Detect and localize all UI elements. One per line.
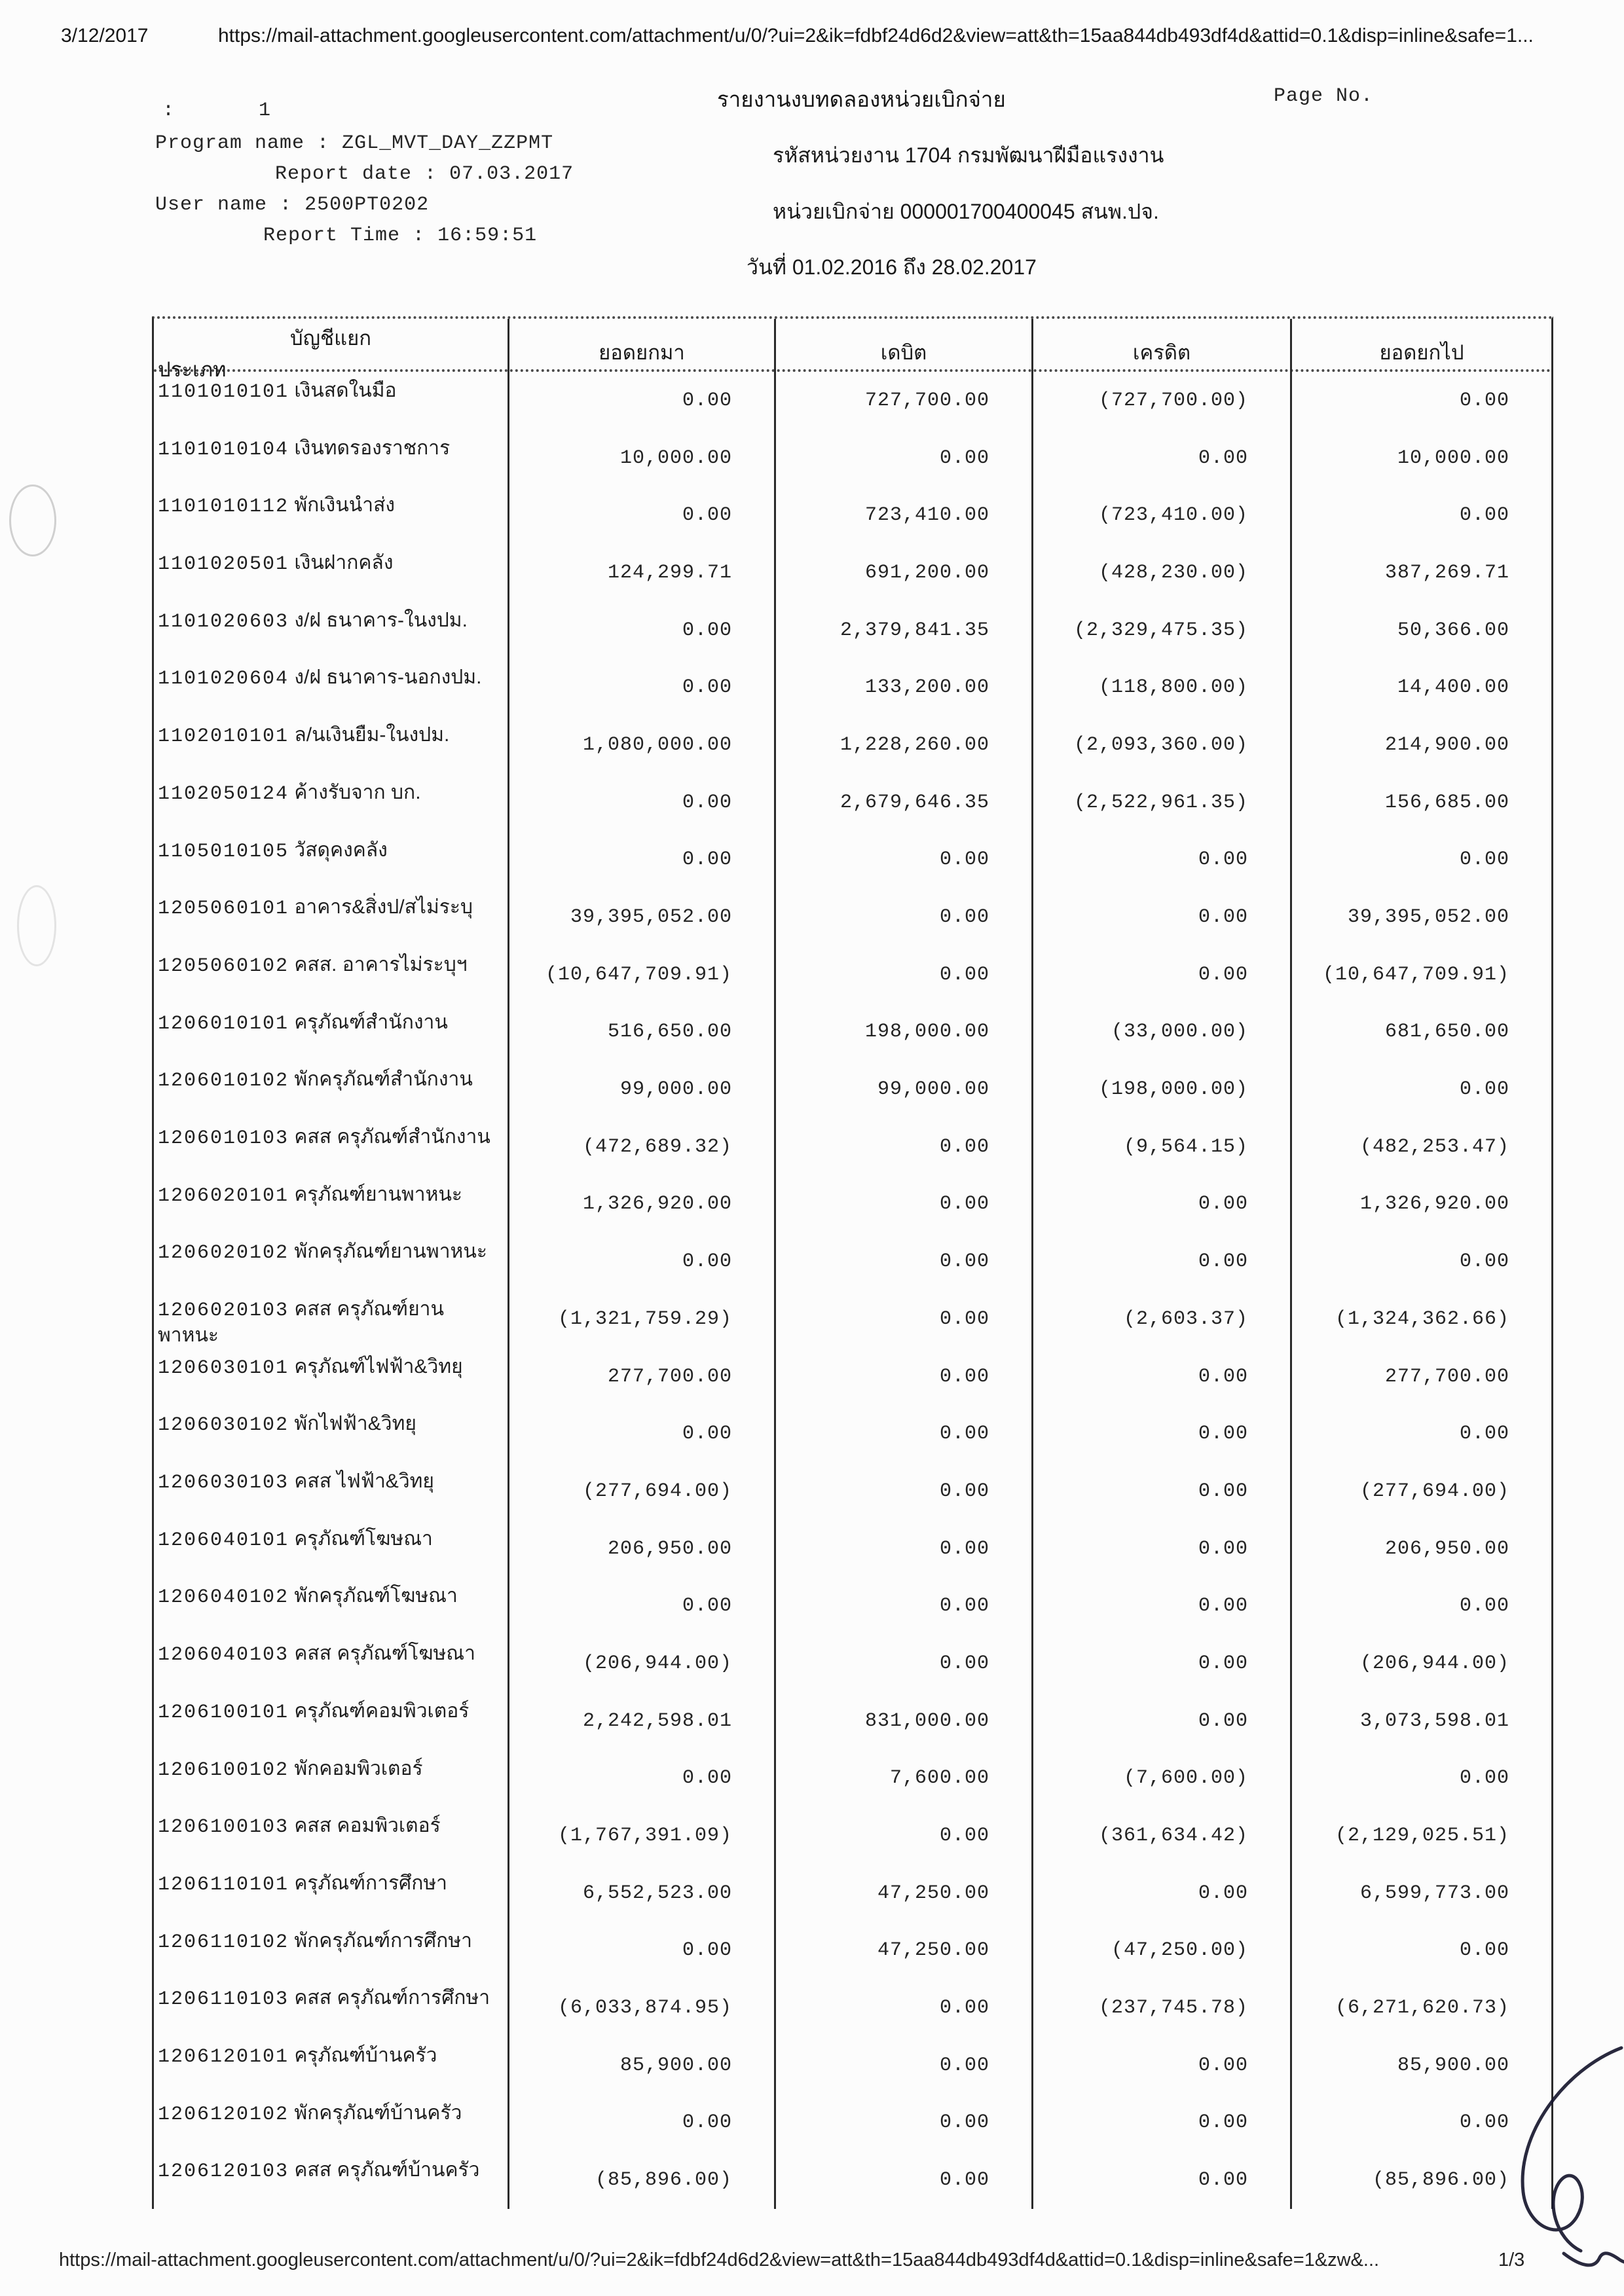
amount-brought-forward: 516,650.00	[507, 1004, 774, 1061]
amount-debit: 133,200.00	[774, 659, 1031, 716]
account-code: 1101010101	[158, 381, 289, 403]
account-cell	[154, 2151, 507, 2209]
table-row	[154, 946, 1551, 1004]
amount-debit: 99,000.00	[774, 1061, 1031, 1118]
account-name: ง/ฝ ธนาคาร-ในงปม.	[289, 609, 468, 631]
amount-debit: 0.00	[774, 831, 1031, 889]
amount-brought-forward: (85,896.00)	[507, 2151, 774, 2209]
amount-brought-forward: 0.00	[507, 1750, 774, 1808]
header-credit: เครดิต	[1031, 319, 1290, 386]
amount-carried-forward: 0.00	[1290, 2094, 1551, 2152]
amount-brought-forward: 124,299.71	[507, 544, 774, 602]
amount-credit: 0.00	[1031, 2151, 1290, 2209]
program-name-value: ZGL_MVT_DAY_ZZPMT	[342, 132, 554, 155]
table-row	[154, 1692, 1551, 1750]
account-name: คสส. อาคารไม่ระบุฯ	[289, 953, 468, 975]
account-name: อาคาร&สิ่งป/สไม่ระบุ	[289, 896, 473, 919]
table-row	[154, 1750, 1551, 1808]
account-name: พักครุภัณฑ์ยานพาหนะ	[289, 1241, 487, 1263]
account-name: ค้างรับจาก บก.	[289, 781, 421, 803]
account-code: 1206040103	[158, 1644, 289, 1667]
table-row	[154, 1635, 1551, 1692]
amount-credit: 0.00	[1031, 1520, 1290, 1578]
page-no-label: Page No.	[1274, 85, 1374, 107]
amount-debit: 0.00	[774, 1577, 1031, 1635]
page-number-value: 1	[259, 100, 272, 122]
table-row	[154, 1176, 1551, 1233]
amount-brought-forward: 0.00	[507, 1233, 774, 1290]
amount-credit: 0.00	[1031, 1635, 1290, 1692]
page-number-line	[162, 100, 271, 122]
amount-carried-forward: 0.00	[1290, 372, 1551, 429]
table-row	[154, 1290, 1551, 1348]
amount-debit: 0.00	[774, 888, 1031, 946]
account-name: วัสดุคงคลัง	[289, 839, 388, 861]
header-carried-forward: ยอดยกไป	[1290, 319, 1551, 386]
amount-debit: 47,250.00	[774, 1922, 1031, 1980]
amount-debit: 0.00	[774, 1807, 1031, 1865]
amount-brought-forward: 1,326,920.00	[507, 1176, 774, 1233]
scan-artifact-circle	[9, 484, 56, 556]
report-date-line	[275, 163, 574, 185]
amount-credit: (2,603.37)	[1031, 1290, 1290, 1348]
account-cell	[154, 1348, 507, 1406]
amount-brought-forward: 277,700.00	[507, 1348, 774, 1406]
account-cell	[154, 2037, 507, 2094]
amount-brought-forward: (6,033,874.95)	[507, 1979, 774, 2037]
amount-carried-forward: (10,647,709.91)	[1290, 946, 1551, 1004]
account-name: ครุภัณฑ์ยานพาหนะ	[289, 1183, 463, 1205]
account-cell	[154, 1004, 507, 1061]
account-name: พักครุภัณฑ์บ้านครัว	[289, 2102, 462, 2124]
amount-credit: (9,564.15)	[1031, 1118, 1290, 1176]
amount-debit: 727,700.00	[774, 372, 1031, 429]
amount-credit: 0.00	[1031, 831, 1290, 889]
account-cell	[154, 831, 507, 889]
account-code: 1206020103	[158, 1300, 289, 1322]
amount-debit: 0.00	[774, 1635, 1031, 1692]
amount-credit: (2,329,475.35)	[1031, 602, 1290, 659]
account-cell	[154, 946, 507, 1004]
account-name: เงินฝากคลัง	[289, 552, 394, 574]
table-row	[154, 486, 1551, 544]
amount-credit: 0.00	[1031, 1348, 1290, 1406]
amount-carried-forward: (1,324,362.66)	[1290, 1290, 1551, 1348]
amount-credit: (361,634.42)	[1031, 1807, 1290, 1865]
amount-brought-forward: 1,080,000.00	[507, 716, 774, 774]
amount-debit: 0.00	[774, 1520, 1031, 1578]
table-row	[154, 1463, 1551, 1520]
amount-credit: 0.00	[1031, 2094, 1290, 2152]
account-code: 1206030101	[158, 1357, 289, 1379]
amount-brought-forward: (1,767,391.09)	[507, 1807, 774, 1865]
amount-brought-forward: (472,689.32)	[507, 1118, 774, 1176]
amount-brought-forward: 0.00	[507, 1922, 774, 1980]
report-time-line	[263, 225, 537, 247]
table-row	[154, 1405, 1551, 1463]
report-time-label: Report Time :	[263, 225, 426, 247]
page-number-colon: :	[162, 100, 175, 122]
amount-carried-forward: 1,326,920.00	[1290, 1176, 1551, 1233]
table-row	[154, 2151, 1551, 2209]
amount-debit: 0.00	[774, 1348, 1031, 1406]
account-code: 1206020101	[158, 1184, 289, 1207]
account-name: ครุภัณฑ์การศึกษา	[289, 1872, 448, 1894]
account-name: ครุภัณฑ์โฆษณา	[289, 1527, 433, 1550]
signature-mark	[1466, 2023, 1624, 2285]
account-cell	[154, 372, 507, 429]
account-code: 1206120101	[158, 2045, 289, 2068]
account-code: 1206010101	[158, 1012, 289, 1035]
account-name: เงินสดในมือ	[289, 380, 397, 401]
amount-debit: 691,200.00	[774, 544, 1031, 602]
account-cell	[154, 1290, 507, 1348]
amount-credit: (47,250.00)	[1031, 1922, 1290, 1980]
amount-credit: (7,600.00)	[1031, 1750, 1290, 1808]
amount-credit: (33,000.00)	[1031, 1004, 1290, 1061]
amount-carried-forward: 3,073,598.01	[1290, 1692, 1551, 1750]
amount-carried-forward: 206,950.00	[1290, 1520, 1551, 1578]
amount-credit: 0.00	[1031, 946, 1290, 1004]
table-row	[154, 1979, 1551, 2037]
table-body	[154, 372, 1551, 2209]
account-name: ล/นเงินยืม-ในงปม.	[289, 724, 450, 746]
account-cell	[154, 2094, 507, 2152]
table-row	[154, 774, 1551, 831]
account-code: 1206040102	[158, 1586, 289, 1609]
amount-debit: 2,679,646.35	[774, 774, 1031, 831]
table-row	[154, 1922, 1551, 1980]
account-code: 1101010104	[158, 438, 289, 461]
amount-credit: (198,000.00)	[1031, 1061, 1290, 1118]
account-cell	[154, 1176, 507, 1233]
amount-credit: (2,093,360.00)	[1031, 716, 1290, 774]
table-row	[154, 1865, 1551, 1922]
amount-debit: 1,228,260.00	[774, 716, 1031, 774]
account-name: คสส ครุภัณฑ์ยานพาหนะ	[158, 1298, 445, 1346]
amount-carried-forward: 6,599,773.00	[1290, 1865, 1551, 1922]
amount-brought-forward: 0.00	[507, 1405, 774, 1463]
account-name: คสส คอมพิวเตอร์	[289, 1815, 441, 1837]
amount-brought-forward: 206,950.00	[507, 1520, 774, 1578]
amount-brought-forward: 2,242,598.01	[507, 1692, 774, 1750]
report-title: รายงานงบทดลองหน่วยเบิกจ่าย	[717, 87, 1006, 111]
table-row	[154, 1577, 1551, 1635]
account-code: 1206030103	[158, 1472, 289, 1495]
amount-credit: 0.00	[1031, 888, 1290, 946]
account-cell	[154, 429, 507, 487]
account-code: 1206110101	[158, 1873, 289, 1896]
amount-debit: 0.00	[774, 1290, 1031, 1348]
account-name: พักไฟฟ้า&วิทยุ	[289, 1413, 416, 1435]
table-row	[154, 544, 1551, 602]
amount-carried-forward: 14,400.00	[1290, 659, 1551, 716]
account-cell	[154, 1463, 507, 1520]
account-cell	[154, 774, 507, 831]
account-cell	[154, 1865, 507, 1922]
date-range-line: วันที่ 01.02.2016 ถึง 28.02.2017	[747, 255, 1037, 279]
amount-carried-forward: 0.00	[1290, 486, 1551, 544]
amount-brought-forward: 0.00	[507, 602, 774, 659]
amount-debit: 0.00	[774, 1979, 1031, 2037]
account-code: 1102050124	[158, 782, 289, 805]
print-footer-page-count: 1/3	[1498, 2250, 1525, 2270]
table-row	[154, 659, 1551, 716]
scan-artifact-circle	[17, 885, 56, 966]
account-name: ครุภัณฑ์บ้านครัว	[289, 2044, 437, 2066]
amount-credit: 0.00	[1031, 1692, 1290, 1750]
amount-debit: 0.00	[774, 2151, 1031, 2209]
amount-debit: 0.00	[774, 2037, 1031, 2094]
header-debit: เดบิต	[774, 319, 1031, 386]
user-name-line	[155, 194, 429, 216]
amount-credit: 0.00	[1031, 1405, 1290, 1463]
account-code: 1206010103	[158, 1127, 289, 1150]
amount-credit: 0.00	[1031, 1233, 1290, 1290]
disbursement-unit-line: หน่วยเบิกจ่าย 000001700400045 สนพ.ปจ.	[773, 200, 1159, 223]
account-cell	[154, 1405, 507, 1463]
account-code: 1205060101	[158, 898, 289, 920]
account-name: ครุภัณฑ์สำนักงาน	[289, 1011, 448, 1033]
account-name: พักเงินนำส่ง	[289, 494, 396, 517]
amount-debit: 723,410.00	[774, 486, 1031, 544]
amount-brought-forward: 6,552,523.00	[507, 1865, 774, 1922]
account-code: 1206100103	[158, 1816, 289, 1839]
account-cell	[154, 602, 507, 659]
amount-credit: 0.00	[1031, 1463, 1290, 1520]
header-brought-forward: ยอดยกมา	[507, 319, 774, 386]
account-name: พักคอมพิวเตอร์	[289, 1757, 423, 1779]
table-row	[154, 1233, 1551, 1290]
amount-carried-forward: (85,896.00)	[1290, 2151, 1551, 2209]
amount-brought-forward: (277,694.00)	[507, 1463, 774, 1520]
report-date-label: Report date :	[275, 163, 437, 185]
amount-debit: 2,379,841.35	[774, 602, 1031, 659]
account-cell	[154, 888, 507, 946]
amount-carried-forward: 10,000.00	[1290, 429, 1551, 487]
amount-credit: (2,522,961.35)	[1031, 774, 1290, 831]
account-cell	[154, 1807, 507, 1865]
amount-credit: (727,700.00)	[1031, 372, 1290, 429]
amount-credit: 0.00	[1031, 2037, 1290, 2094]
amount-debit: 0.00	[774, 1405, 1031, 1463]
table-row	[154, 1520, 1551, 1578]
table-row	[154, 1348, 1551, 1406]
account-name: พักครุภัณฑ์โฆษณา	[289, 1585, 458, 1607]
account-name: ครุภัณฑ์คอมพิวเตอร์	[289, 1700, 470, 1722]
account-cell	[154, 1577, 507, 1635]
account-name: คสส ครุภัณฑ์บ้านครัว	[289, 2159, 480, 2181]
account-code: 1206040101	[158, 1529, 289, 1552]
print-header-date: 3/12/2017	[61, 25, 149, 46]
account-code: 1206010102	[158, 1070, 289, 1093]
amount-brought-forward: (1,321,759.29)	[507, 1290, 774, 1348]
amount-debit: 47,250.00	[774, 1865, 1031, 1922]
account-code: 1206120103	[158, 2160, 289, 2183]
account-cell	[154, 716, 507, 774]
account-name: คสส ครุภัณฑ์การศึกษา	[289, 1987, 490, 2009]
amount-debit: 0.00	[774, 2094, 1031, 2152]
account-code: 1206100101	[158, 1701, 289, 1724]
amount-credit: 0.00	[1031, 429, 1290, 487]
amount-carried-forward: 681,650.00	[1290, 1004, 1551, 1061]
table-row	[154, 1004, 1551, 1061]
account-name: คสส ครุภัณฑ์โฆษณา	[289, 1643, 475, 1665]
amount-debit: 0.00	[774, 946, 1031, 1004]
table-header-row	[154, 319, 1551, 381]
table-row	[154, 429, 1551, 487]
amount-credit: 0.00	[1031, 1577, 1290, 1635]
amount-credit: 0.00	[1031, 1865, 1290, 1922]
amount-carried-forward: 0.00	[1290, 1922, 1551, 1980]
account-cell	[154, 1750, 507, 1808]
table-row	[154, 1061, 1551, 1118]
amount-debit: 7,600.00	[774, 1750, 1031, 1808]
amount-debit: 198,000.00	[774, 1004, 1031, 1061]
amount-brought-forward: 39,395,052.00	[507, 888, 774, 946]
amount-credit: (723,410.00)	[1031, 486, 1290, 544]
table-row	[154, 1118, 1551, 1176]
amount-carried-forward: 387,269.71	[1290, 544, 1551, 602]
report-date-value: 07.03.2017	[449, 163, 574, 185]
amount-brought-forward: 0.00	[507, 774, 774, 831]
amount-debit: 831,000.00	[774, 1692, 1031, 1750]
header-account-line1: บัญชีแยก	[289, 327, 372, 350]
print-footer-url: https://mail-attachment.googleusercontent.com/attachment/u/0/?ui=2&ik=fdbf24d6d2&view=att&th=15aa844db493df4d&attid=0.1&disp=inline&safe=1&zw&...	[59, 2250, 1380, 2270]
table-row	[154, 2037, 1551, 2094]
amount-carried-forward: 50,366.00	[1290, 602, 1551, 659]
account-code: 1101020603	[158, 610, 289, 633]
amount-carried-forward: (6,271,620.73)	[1290, 1979, 1551, 2037]
amount-brought-forward: 0.00	[507, 831, 774, 889]
amount-carried-forward: (277,694.00)	[1290, 1463, 1551, 1520]
amount-credit: 0.00	[1031, 1176, 1290, 1233]
account-cell	[154, 659, 507, 716]
amount-carried-forward: (2,129,025.51)	[1290, 1807, 1551, 1865]
amount-carried-forward: 277,700.00	[1290, 1348, 1551, 1406]
amount-carried-forward: 0.00	[1290, 1061, 1551, 1118]
user-name-label: User name :	[155, 194, 293, 216]
amount-carried-forward: 214,900.00	[1290, 716, 1551, 774]
amount-brought-forward: 0.00	[507, 372, 774, 429]
amount-carried-forward: (206,944.00)	[1290, 1635, 1551, 1692]
account-name: ครุภัณฑ์ไฟฟ้า&วิทยุ	[289, 1355, 463, 1377]
amount-debit: 0.00	[774, 1176, 1031, 1233]
print-header-url: https://mail-attachment.googleusercontent.com/attachment/u/0/?ui=2&ik=fdbf24d6d2&view=att&th=15aa844db493df4d&attid=0.1&disp=inline&safe=1...	[218, 25, 1534, 46]
account-code: 1206120102	[158, 2103, 289, 2126]
account-cell	[154, 1118, 507, 1176]
amount-carried-forward: 0.00	[1290, 1750, 1551, 1808]
amount-carried-forward: 0.00	[1290, 831, 1551, 889]
account-cell	[154, 1233, 507, 1290]
amount-carried-forward: 156,685.00	[1290, 774, 1551, 831]
amount-carried-forward: 85,900.00	[1290, 2037, 1551, 2094]
table-row	[154, 602, 1551, 659]
table-row	[154, 716, 1551, 774]
amount-carried-forward: 0.00	[1290, 1233, 1551, 1290]
account-code: 1101020604	[158, 668, 289, 691]
trial-balance-table	[152, 316, 1553, 2209]
table-row	[154, 372, 1551, 429]
table-row	[154, 888, 1551, 946]
program-name-label: Program name :	[155, 132, 330, 155]
amount-debit: 0.00	[774, 1118, 1031, 1176]
amount-carried-forward: 39,395,052.00	[1290, 888, 1551, 946]
amount-debit: 0.00	[774, 1463, 1031, 1520]
amount-brought-forward: 0.00	[507, 1577, 774, 1635]
account-cell	[154, 1635, 507, 1692]
account-name: ง/ฝ ธนาคาร-นอกงปม.	[289, 666, 482, 689]
header-account-line2: ประเภท	[158, 358, 227, 381]
table-row	[154, 831, 1551, 889]
account-name: พักครุภัณฑ์สำนักงาน	[289, 1068, 473, 1091]
account-cell	[154, 544, 507, 602]
amount-brought-forward: 0.00	[507, 659, 774, 716]
amount-brought-forward: (10,647,709.91)	[507, 946, 774, 1004]
amount-brought-forward: 0.00	[507, 486, 774, 544]
amount-carried-forward: 0.00	[1290, 1405, 1551, 1463]
account-cell	[154, 486, 507, 544]
amount-brought-forward: 99,000.00	[507, 1061, 774, 1118]
amount-credit: (118,800.00)	[1031, 659, 1290, 716]
account-code: 1101010112	[158, 496, 289, 519]
table-row	[154, 2094, 1551, 2152]
amount-credit: (237,745.78)	[1031, 1979, 1290, 2037]
account-cell	[154, 1979, 507, 2037]
amount-brought-forward: 0.00	[507, 2094, 774, 2152]
account-cell	[154, 1922, 507, 1980]
account-name: เงินทดรองราชการ	[289, 437, 451, 459]
account-name: พักครุภัณฑ์การศึกษา	[289, 1929, 472, 1952]
amount-carried-forward: (482,253.47)	[1290, 1118, 1551, 1176]
amount-brought-forward: 10,000.00	[507, 429, 774, 487]
account-code: 1205060102	[158, 955, 289, 977]
account-code: 1206110103	[158, 1988, 289, 2011]
account-code: 1206100102	[158, 1758, 289, 1781]
user-name-value: 2500PT0202	[304, 194, 430, 216]
amount-debit: 0.00	[774, 429, 1031, 487]
program-name-line	[155, 132, 553, 155]
account-code: 1206030102	[158, 1414, 289, 1437]
table-row	[154, 1807, 1551, 1865]
account-code: 1105010105	[158, 840, 289, 863]
account-code: 1206110102	[158, 1931, 289, 1954]
account-code: 1206020102	[158, 1242, 289, 1265]
report-time-value: 16:59:51	[437, 225, 538, 247]
account-cell	[154, 1692, 507, 1750]
amount-brought-forward: 85,900.00	[507, 2037, 774, 2094]
account-name: คสส ครุภัณฑ์สำนักงาน	[289, 1125, 490, 1148]
agency-code-line: รหัสหน่วยงาน 1704 กรมพัฒนาฝีมือแรงงาน	[773, 143, 1164, 167]
account-cell	[154, 1061, 507, 1118]
account-name: คสส ไฟฟ้า&วิทยุ	[289, 1470, 435, 1493]
account-code: 1101020501	[158, 553, 289, 576]
amount-brought-forward: (206,944.00)	[507, 1635, 774, 1692]
account-code: 1102010101	[158, 725, 289, 748]
amount-credit: (428,230.00)	[1031, 544, 1290, 602]
account-cell	[154, 1520, 507, 1578]
amount-carried-forward: 0.00	[1290, 1577, 1551, 1635]
amount-debit: 0.00	[774, 1233, 1031, 1290]
